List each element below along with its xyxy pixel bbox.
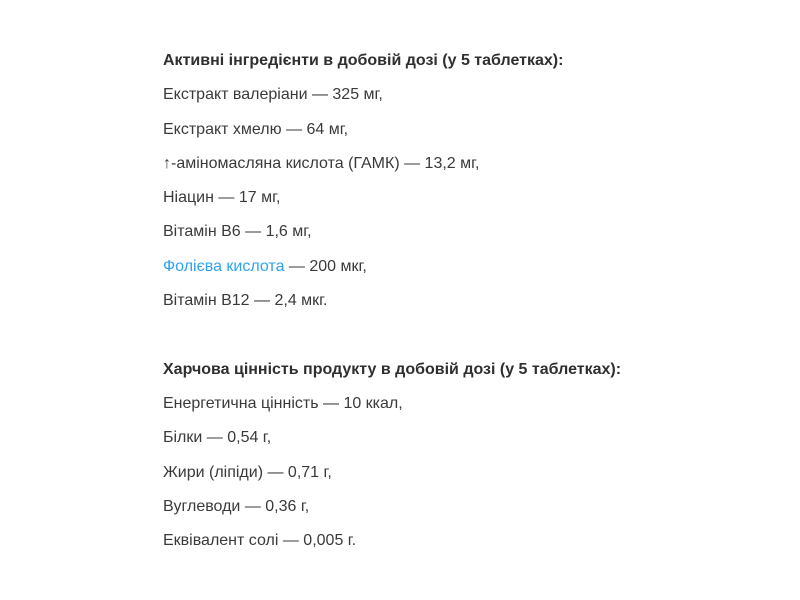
nutrition-item: Жири (ліпіди) — 0,71 г, <box>163 463 332 481</box>
nutrition-item: Білки — 0,54 г, <box>163 429 272 447</box>
ingredients-heading: Активні інгредієнти в добовій дозі (у 5 таблетках): <box>163 52 564 69</box>
folic-acid-link[interactable]: Фолієва кислота <box>163 257 285 275</box>
ingredient-item: Вітамін В12 — 2,4 мкг. <box>163 292 328 310</box>
nutrition-item: Вуглеводи — 0,36 г, <box>163 497 310 515</box>
ingredient-item: Екстракт валеріани — 325 мг, <box>163 86 383 104</box>
ingredient-item: Вітамін В6 — 1,6 мг, <box>163 223 312 241</box>
ingredient-item: Екстракт хмелю — 64 мг, <box>163 120 349 138</box>
ingredient-item-folic-acid <box>163 256 763 290</box>
product-composition <box>163 50 763 564</box>
section-spacer <box>163 324 763 358</box>
ingredient-item: ↑-аміномасляна кислота (ГАМК) — 13,2 мг, <box>163 154 480 172</box>
nutrition-item: Еквівалент солі — 0,005 г. <box>163 532 357 550</box>
ingredient-item: Ніацин — 17 мг, <box>163 189 281 207</box>
nutrition-heading: Харчова цінність продукту в добовій дозі (у 5 таблетках): <box>163 360 622 378</box>
nutrition-item: Енергетична цінність — 10 ккал, <box>163 394 403 412</box>
folic-acid-amount: — 200 мкг, <box>284 257 367 275</box>
